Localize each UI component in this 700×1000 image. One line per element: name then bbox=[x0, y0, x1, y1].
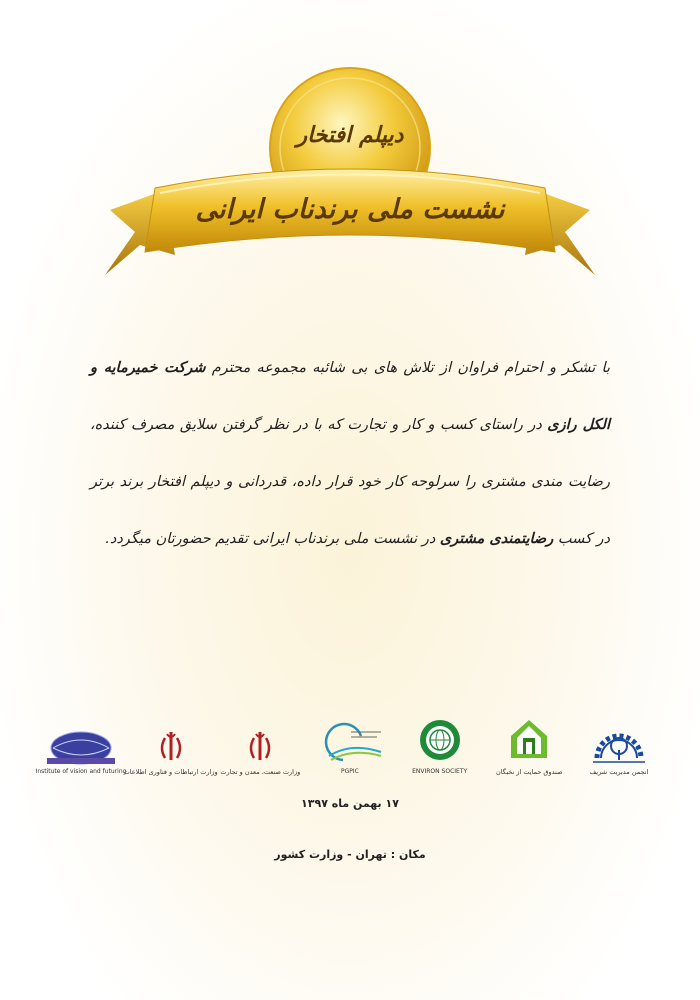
event-place: مکان : تهران - وزارت کشور bbox=[274, 848, 426, 861]
logo-samt bbox=[219, 710, 301, 776]
event-title: نشست ملی برندناب ایرانی bbox=[195, 194, 505, 225]
diploma-title: دیپلم افتخار bbox=[296, 122, 404, 148]
certificate-body bbox=[90, 340, 610, 568]
logo-caption-pgpic: PGPIC bbox=[341, 768, 359, 775]
sponsor-logos bbox=[35, 708, 660, 778]
logo-green bbox=[399, 710, 481, 776]
globe-icon bbox=[418, 718, 462, 766]
logo-ict bbox=[123, 710, 218, 776]
body-part2: در راستای کسب و کار و تجارت که با در نظر گرفتن سلایق مصرف کننده، رضایت مندی مشتری را سرلوحه کار خود قرار داده، قدردانی و دیپلم افتخار برند برتر در کسب bbox=[90, 417, 610, 547]
logo-caption-green: ENVIRON SOCIETY bbox=[412, 768, 468, 775]
logo-pgpic bbox=[309, 710, 391, 776]
logo-caption-hamyar: صندوق حمایت از نخبگان bbox=[496, 768, 563, 776]
body-part3: در نشست ملی برندناب ایرانی تقدیم حضورتان میگردد. bbox=[105, 531, 436, 547]
gear-tree-icon bbox=[589, 716, 649, 766]
logo-vision bbox=[35, 710, 127, 776]
vision-globe-icon bbox=[45, 728, 117, 766]
event-date: ۱۷ بهمن ماه ۱۳۹۷ bbox=[301, 797, 399, 810]
logo-caption-ict: وزارت ارتباطات و فناوری اطلاعات bbox=[123, 768, 218, 776]
iran-emblem-icon bbox=[157, 730, 185, 766]
body-part1: با تشکر و احترام فراوان از تلاش های بی شائبه مجموعه محترم bbox=[211, 360, 611, 376]
iran-emblem-icon bbox=[246, 730, 274, 766]
logo-caption-vision: Institute of vision and futuring bbox=[35, 768, 127, 775]
swoosh-icon bbox=[315, 722, 385, 766]
logo-anjoman bbox=[578, 710, 660, 776]
company-name: شرکت خمیرمایه و الکل رازی bbox=[90, 360, 611, 433]
house-icon bbox=[509, 718, 549, 766]
logo-hamyar bbox=[488, 710, 570, 776]
logo-caption-anjoman: انجمن مدیریت شریف bbox=[589, 768, 649, 776]
award-title: رضایتمندی مشتری bbox=[439, 531, 554, 547]
logo-caption-samt: وزارت صنعت، معدن و تجارت bbox=[220, 768, 301, 776]
gold-emblem bbox=[100, 60, 600, 290]
